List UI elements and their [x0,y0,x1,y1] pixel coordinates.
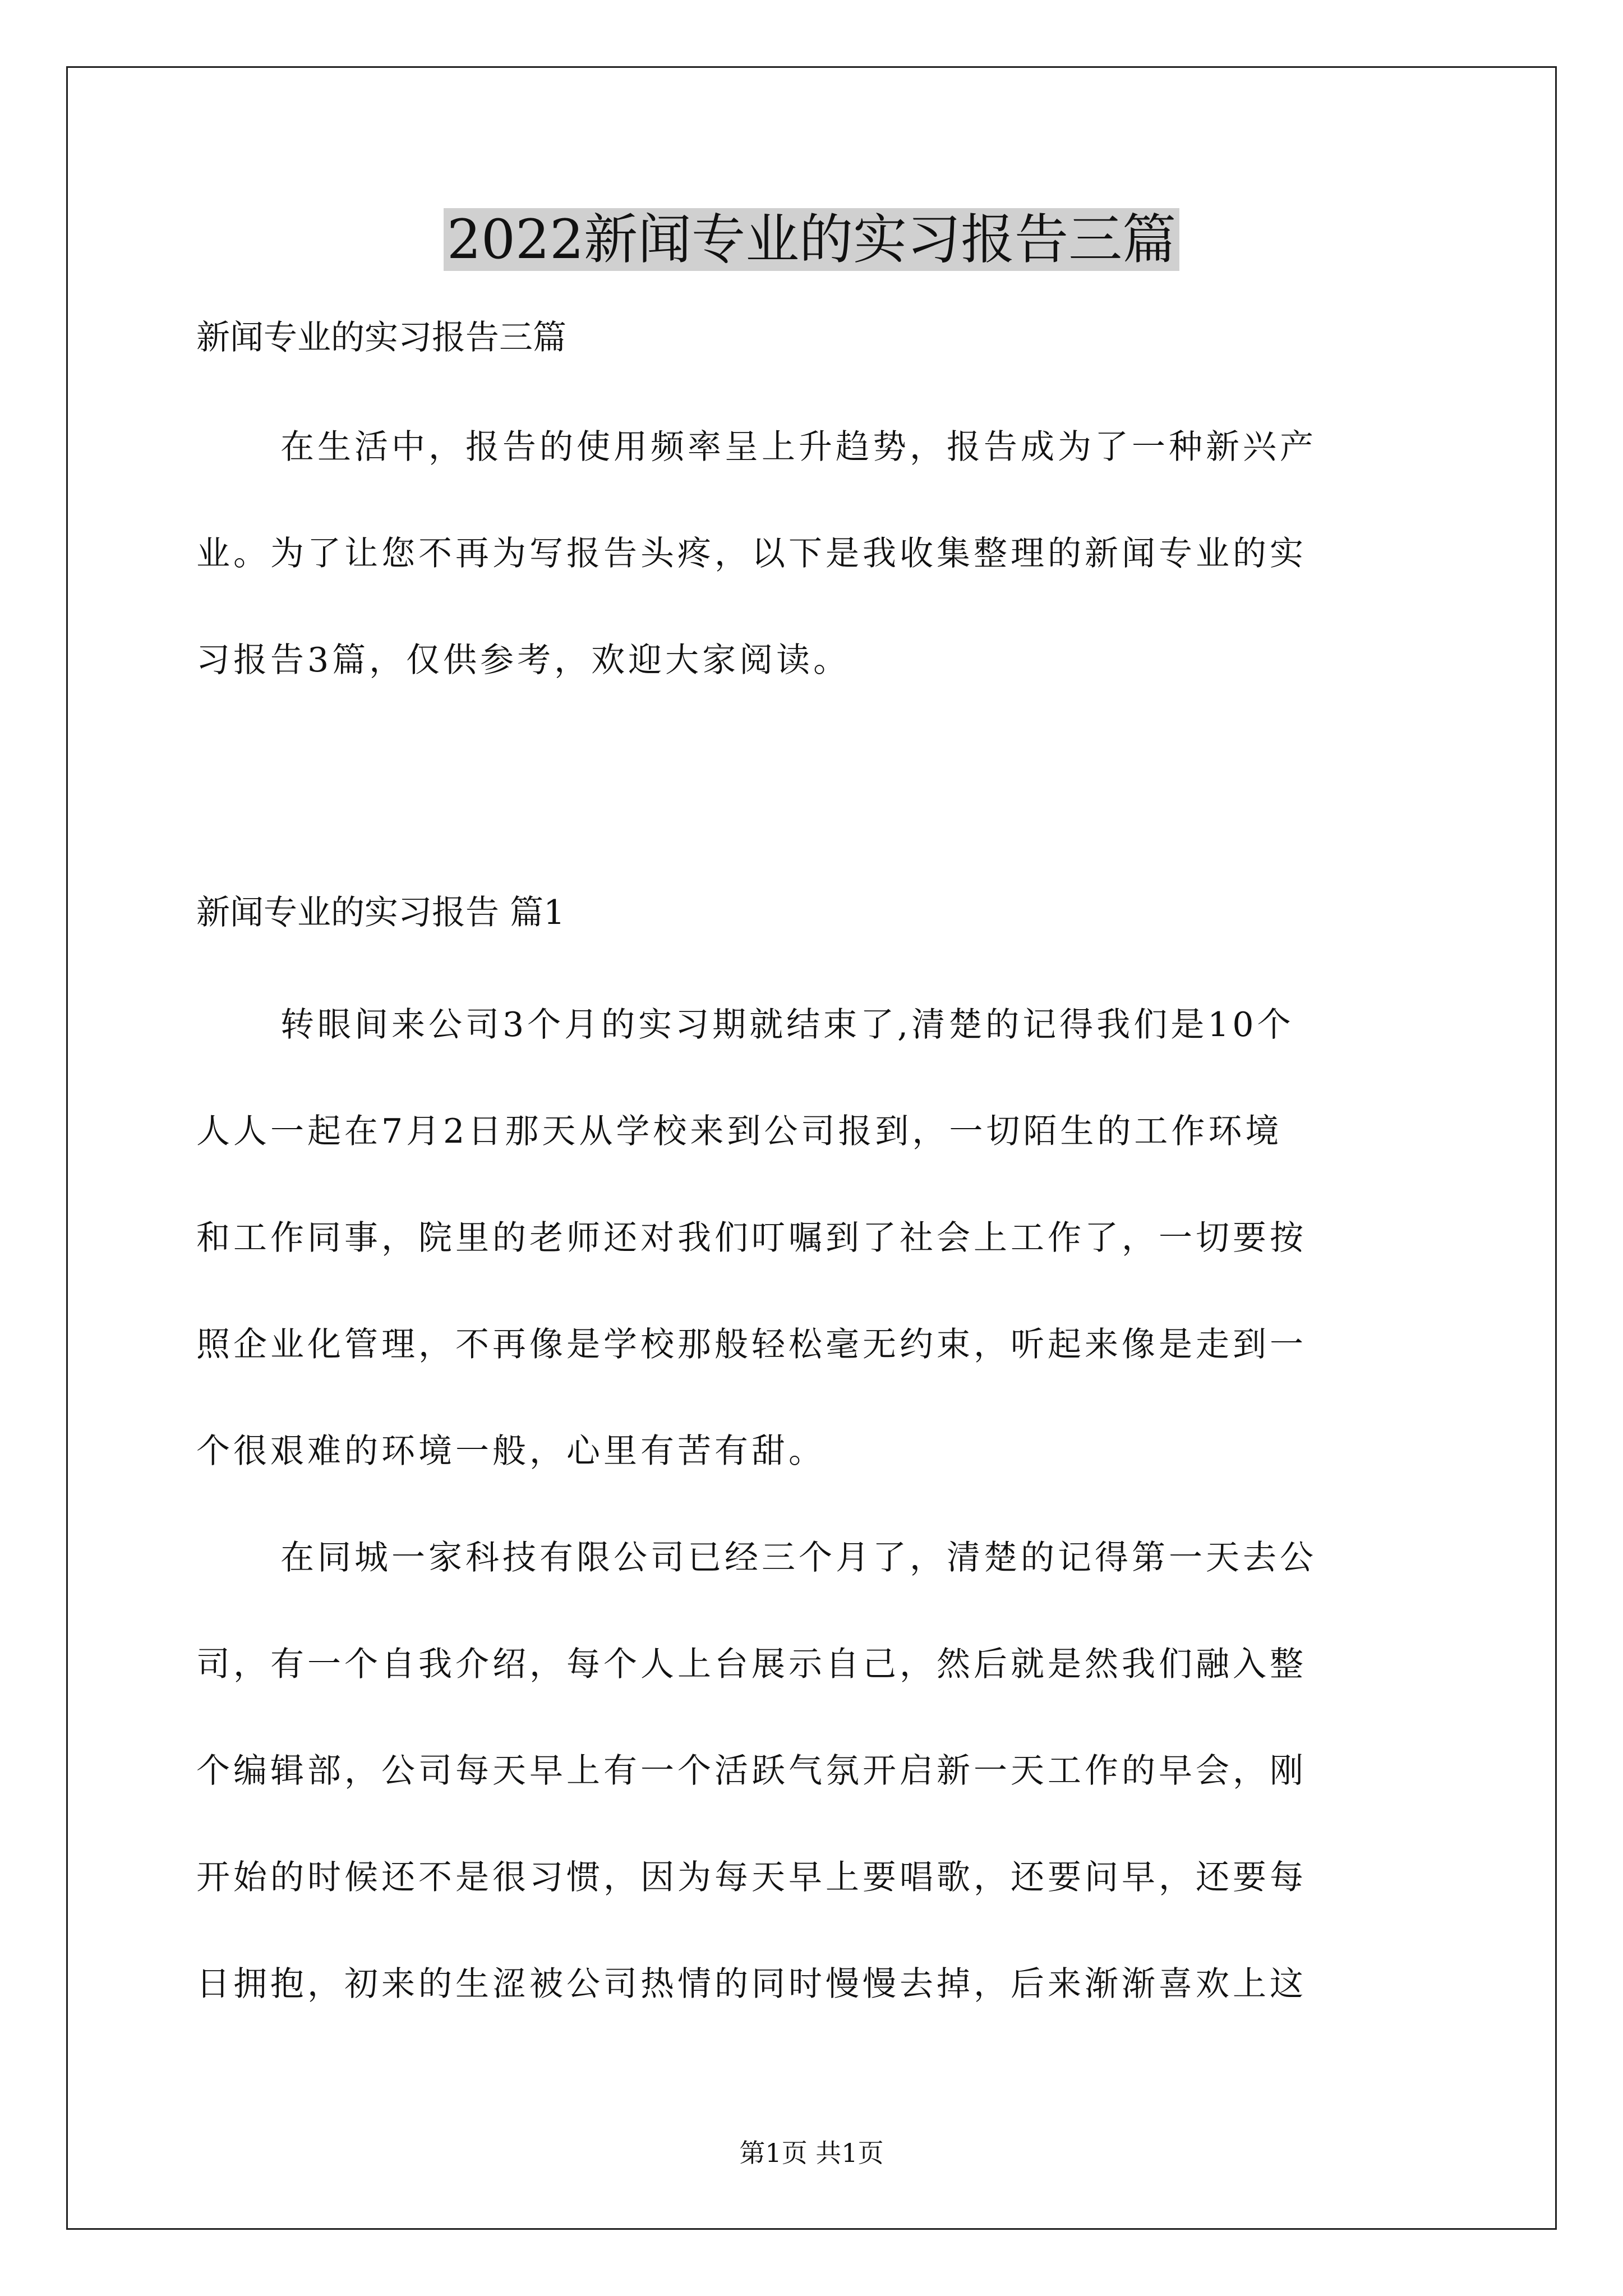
body-paragraph-1 [196,1002,1430,1535]
intro-line: 在生活中，报告的使用频率呈上升趋势，报告成为了一种新兴产 [280,427,1317,467]
intro-line: 习报告3篇，仅供参考，欢迎大家阅读。 [196,641,851,680]
paragraph-line: 和工作同事，院里的老师还对我们叮嘱到了社会上工作了，一切要按 [196,1218,1307,1258]
intro-paragraph [196,425,1430,744]
paragraph-line: 人人一起在7月2日那天从学校来到公司报到，一切陌生的工作环境 [196,1112,1283,1151]
page-number-footer: 第1页 共1页 [739,2138,884,2168]
paragraph-line: 在同城一家科技有限公司已经三个月了，清楚的记得第一天去公 [280,1538,1317,1577]
document-subtitle: 新闻专业的实习报告三篇 [196,318,566,357]
paragraph-line: 开始的时候还不是很习惯，因为每天早上要唱歌，还要问早，还要每 [196,1858,1307,1897]
paragraph-line: 转眼间来公司3个月的实习期就结束了,清楚的记得我们是10个 [280,1005,1294,1045]
document-title-text: 2022新闻专业的实习报告三篇 [444,208,1179,271]
paragraph-line: 个编辑部，公司每天早上有一个活跃气氛开启新一天工作的早会，刚 [196,1751,1307,1791]
paragraph-line: 个很艰难的环境一般，心里有苦有甜。 [196,1432,826,1471]
paragraph-line: 照企业化管理，不再像是学校那般轻松毫无约束，听起来像是走到一 [196,1325,1307,1364]
paragraph-line: 日拥抱，初来的生涩被公司热情的同时慢慢去掉，后来渐渐喜欢上这 [196,1964,1307,2004]
document-title [0,203,1623,276]
section-heading: 新闻专业的实习报告 篇1 [196,893,565,932]
intro-line: 业。为了让您不再为写报告头疼，以下是我收集整理的新闻专业的实 [196,534,1307,573]
body-paragraph-2 [196,1535,1430,2068]
paragraph-line: 司，有一个自我介绍，每个人上台展示自己，然后就是然我们融入整 [196,1645,1307,1684]
